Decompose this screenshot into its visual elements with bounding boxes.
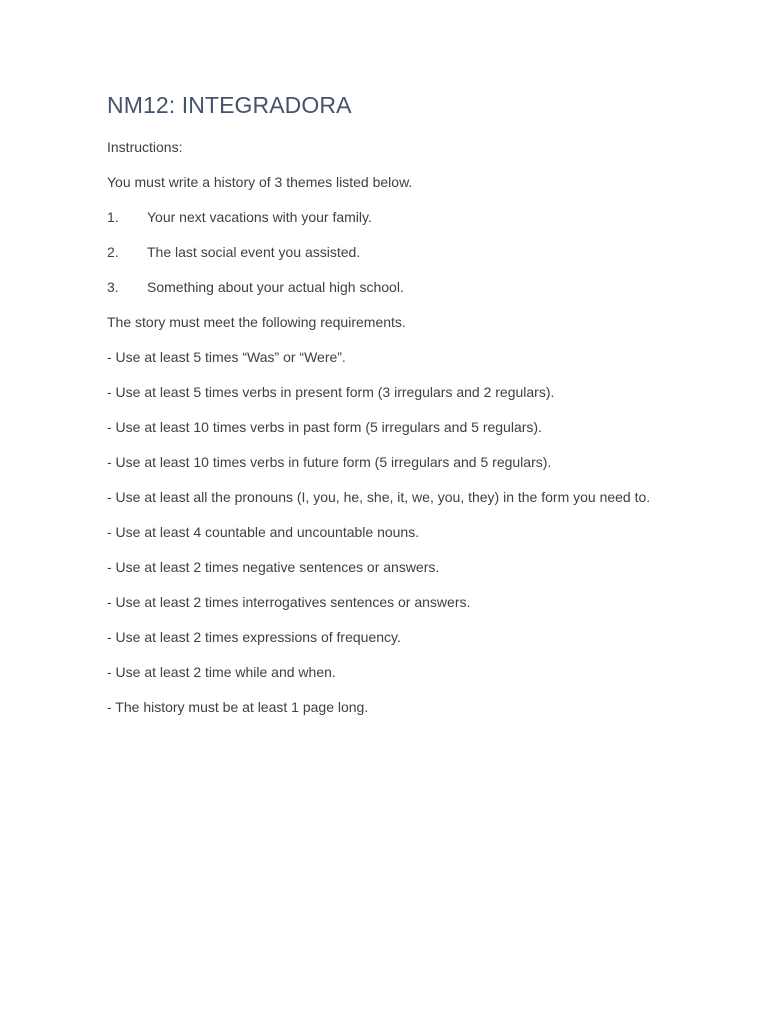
- themes-list: [107, 209, 667, 296]
- requirements-list: [107, 349, 667, 716]
- theme-item: [107, 209, 667, 226]
- requirement-item: - Use at least 2 times interrogatives sentences or answers.: [107, 594, 471, 610]
- requirement-item: - Use at least all the pronouns (I, you, he, she, it, we, you, they) in the form you need to.: [107, 489, 651, 505]
- requirement-item: - Use at least 2 times expressions of frequency.: [107, 629, 401, 645]
- theme-item: [107, 279, 667, 296]
- theme-text: Your next vacations with your family.: [147, 209, 372, 225]
- theme-number: 2.: [107, 244, 119, 260]
- requirement-item: - Use at least 5 times “Was” or “Were”.: [107, 349, 346, 365]
- theme-text: Something about your actual high school.: [147, 279, 404, 295]
- requirement-item: - Use at least 10 times verbs in past form (5 irregulars and 5 regulars).: [107, 419, 542, 435]
- theme-item: [107, 244, 667, 261]
- intro-text: You must write a history of 3 themes listed below.: [107, 174, 413, 190]
- requirement-item: - The history must be at least 1 page long.: [107, 699, 369, 715]
- instructions-label: Instructions:: [107, 139, 183, 155]
- document-title: NM12: INTEGRADORA: [107, 92, 352, 118]
- requirements-intro: The story must meet the following requirements.: [107, 314, 406, 330]
- theme-number: 3.: [107, 279, 119, 295]
- theme-text: The last social event you assisted.: [147, 244, 361, 260]
- requirement-item: - Use at least 4 countable and uncountable nouns.: [107, 524, 420, 540]
- requirement-item: - Use at least 2 times negative sentences or answers.: [107, 559, 440, 575]
- theme-number: 1.: [107, 209, 119, 225]
- requirement-item: - Use at least 10 times verbs in future form (5 irregulars and 5 regulars).: [107, 454, 552, 470]
- document-page: [107, 90, 667, 734]
- requirement-item: - Use at least 2 time while and when.: [107, 664, 336, 680]
- requirement-item: - Use at least 5 times verbs in present form (3 irregulars and 2 regulars).: [107, 384, 555, 400]
